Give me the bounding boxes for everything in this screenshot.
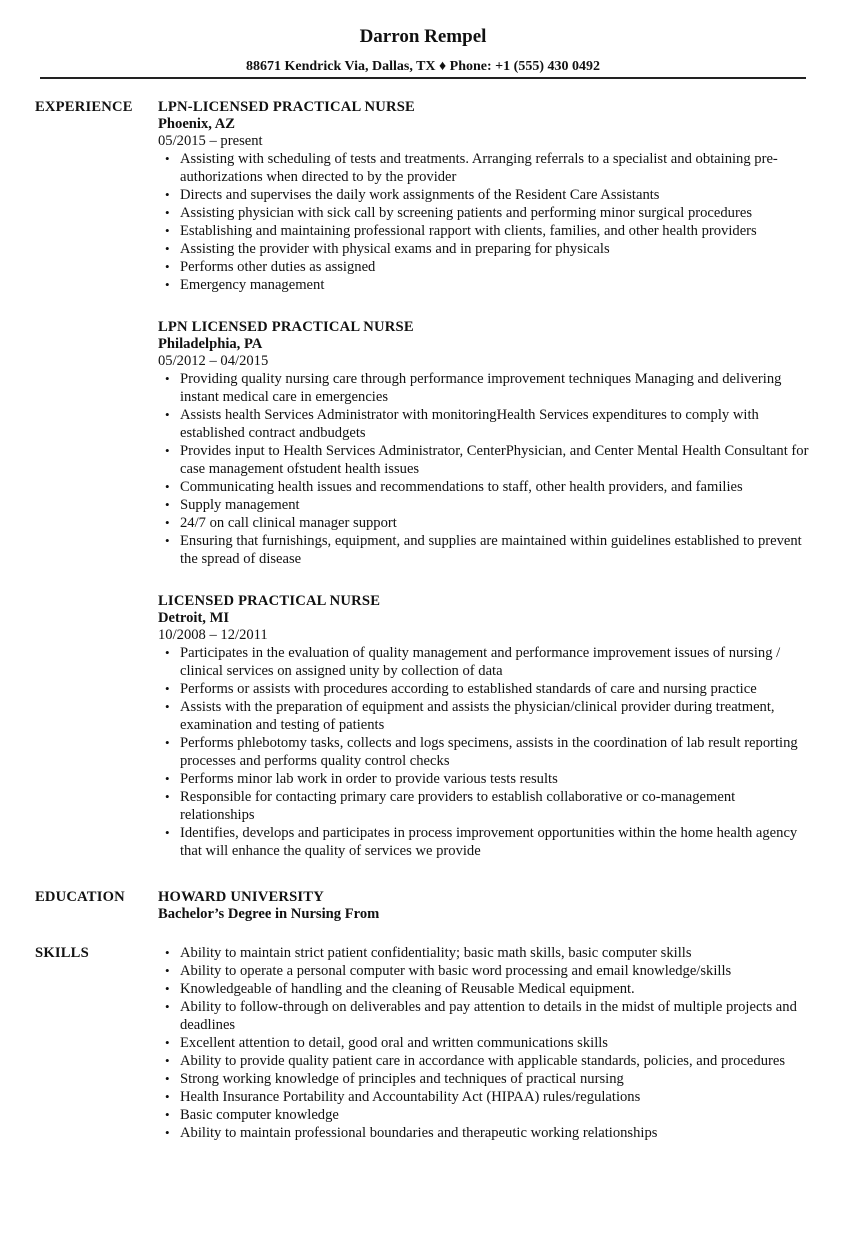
list-item: • Provides input to Health Services Administrator, CenterPhysician, and Center Mental Health Consultant for case management ofstudent health issues bbox=[180, 442, 813, 478]
list-item: • Assisting with scheduling of tests and treatments. Arranging referrals to a specialist and obtaining pre-authorizations when directed to by the provider bbox=[180, 150, 813, 186]
list-item: • Providing quality nursing care through performance improvement techniques Managing and delivering instant medical care in emergencies bbox=[180, 370, 813, 406]
header-divider bbox=[40, 77, 806, 79]
list-item: • Assisting the provider with physical exams and in preparing for physicals bbox=[180, 240, 813, 258]
list-item: • Emergency management bbox=[180, 276, 813, 294]
skills-label: SKILLS bbox=[35, 945, 89, 961]
list-item: • Performs minor lab work in order to provide various tests results bbox=[180, 770, 813, 788]
job-dates: 10/2008 – 12/2011 bbox=[158, 627, 268, 643]
list-item: • Ability to provide quality patient care in accordance with applicable standards, policies, and procedures bbox=[180, 1052, 813, 1070]
list-item: • Strong working knowledge of principles and techniques of practical nursing bbox=[180, 1070, 813, 1088]
list-item: • Knowledgeable of handling and the cleaning of Reusable Medical equipment. bbox=[180, 980, 813, 998]
list-item: • Performs other duties as assigned bbox=[180, 258, 813, 276]
list-item: • Performs phlebotomy tasks, collects and logs specimens, assists in the coordination of lab result reporting processes and performs quality control checks bbox=[180, 734, 813, 770]
list-item: • Assists health Services Administrator with monitoringHealth Services expenditures to comply with established contract andbudgets bbox=[180, 406, 813, 442]
education-block bbox=[158, 888, 813, 923]
job-title: LICENSED PRACTICAL NURSE bbox=[158, 593, 381, 609]
list-item: • Basic computer knowledge bbox=[180, 1106, 813, 1124]
job-bullet-list bbox=[158, 370, 813, 568]
list-item: • Ability to operate a personal computer with basic word processing and email knowledge/skills bbox=[180, 962, 813, 980]
list-item: • Establishing and maintaining professional rapport with clients, families, and other health providers bbox=[180, 222, 813, 240]
list-item: • Identifies, develops and participates in process improvement opportunities within the home health agency that will enhance the quality of services we provide bbox=[180, 824, 813, 860]
list-item: • Communicating health issues and recommendations to staff, other health providers, and families bbox=[180, 478, 813, 496]
contact-line: 88671 Kendrick Via, Dallas, TX ♦ Phone: +1 (555) 430 0492 bbox=[246, 59, 600, 74]
list-item: • Ability to maintain strict patient confidentiality; basic math skills, basic computer skills bbox=[180, 944, 813, 962]
job-location: Philadelphia, PA bbox=[158, 336, 263, 352]
job-bullet-list bbox=[158, 150, 813, 294]
job-bullet-list bbox=[158, 644, 813, 860]
list-item: • Health Insurance Portability and Accountability Act (HIPAA) rules/regulations bbox=[180, 1088, 813, 1106]
job-title: LPN-LICENSED PRACTICAL NURSE bbox=[158, 99, 415, 115]
list-item: • Responsible for contacting primary care providers to establish collaborative or co-management relationships bbox=[180, 788, 813, 824]
skills-list bbox=[158, 944, 813, 1142]
job-block bbox=[158, 98, 813, 294]
list-item: • Supply management bbox=[180, 496, 813, 514]
list-item: • Assists with the preparation of equipment and assists the physician/clinical provider during treatment, examination and testing of patients bbox=[180, 698, 813, 734]
list-item: • Participates in the evaluation of quality management and performance improvement issues of nursing / clinical services on assigned unity by collection of data bbox=[180, 644, 813, 680]
job-title: LPN LICENSED PRACTICAL NURSE bbox=[158, 319, 414, 335]
list-item: • Ability to follow-through on deliverables and pay attention to details in the midst of multiple projects and deadlines bbox=[180, 998, 813, 1034]
list-item: • Assisting physician with sick call by screening patients and performing minor surgical procedures bbox=[180, 204, 813, 222]
job-dates: 05/2015 – present bbox=[158, 133, 263, 149]
resume-name: Darron Rempel bbox=[359, 26, 487, 47]
list-item: • 24/7 on call clinical manager support bbox=[180, 514, 813, 532]
education-label: EDUCATION bbox=[35, 889, 125, 905]
list-item: • Ensuring that furnishings, equipment, and supplies are maintained within guidelines established to prevent the spread of disease bbox=[180, 532, 813, 568]
list-item: • Directs and supervises the daily work assignments of the Resident Care Assistants bbox=[180, 186, 813, 204]
job-location: Phoenix, AZ bbox=[158, 116, 236, 132]
experience-label: EXPERIENCE bbox=[35, 99, 133, 115]
list-item: • Performs or assists with procedures according to established standards of care and nursing practice bbox=[180, 680, 813, 698]
job-dates: 05/2012 – 04/2015 bbox=[158, 353, 269, 369]
job-block bbox=[158, 592, 813, 860]
list-item: • Excellent attention to detail, good oral and written communications skills bbox=[180, 1034, 813, 1052]
list-item: • Ability to maintain professional boundaries and therapeutic working relationships bbox=[180, 1124, 813, 1142]
school-name: HOWARD UNIVERSITY bbox=[158, 889, 324, 905]
job-block bbox=[158, 318, 813, 568]
skills-block bbox=[158, 944, 813, 1142]
job-location: Detroit, MI bbox=[158, 610, 230, 626]
degree: Bachelor’s Degree in Nursing From bbox=[158, 906, 380, 922]
